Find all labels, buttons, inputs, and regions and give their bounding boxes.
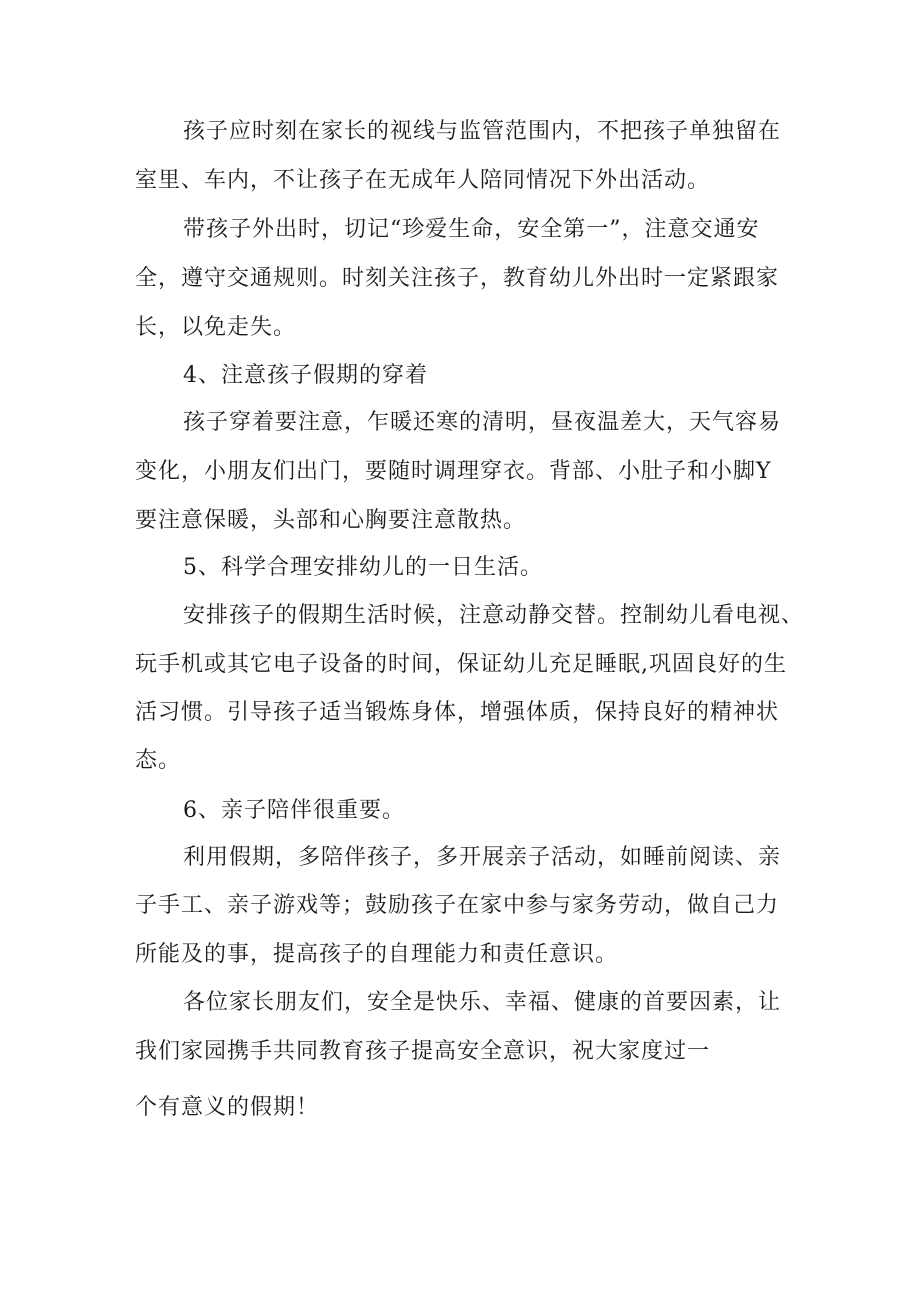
section-heading: 6、亲子陪伴很重要。 — [183, 798, 405, 823]
paragraph-line: 利用假期，多陪伴孩子，多开展亲子活动，如睡前阅读、亲 — [183, 845, 782, 870]
section-heading: 5、科学合理安排幼儿的一日生活。 — [183, 555, 543, 580]
paragraph-line: 孩子穿着要注意，乍暖还寒的清明，昼夜温差大，天气容易 — [183, 410, 782, 435]
paragraph-line: 室里、车内，不让孩子在无成年人陪同情况下外出活动。 — [135, 168, 711, 193]
paragraph-line: 态。 — [135, 748, 182, 773]
paragraph-line: 活习惯。引导孩子适当锻炼身体，增强体质，保持良好的精神状 — [135, 700, 780, 725]
paragraph-line: 个有意义的假期！ — [135, 1095, 320, 1120]
paragraph-line: 孩子应时刻在家长的视线与监管范围内，不把孩子单独留在 — [183, 119, 782, 144]
paragraph-line: 我们家园携手共同教育孩子提高安全意识，祝大家度过一 — [135, 1039, 711, 1064]
paragraph-line: 安排孩子的假期生活时候，注意动静交替。控制幼儿看电视、 — [183, 603, 805, 628]
paragraph-line: 带孩子外出时，切记“珍爱生命，安全第一”，注意交通安 — [183, 217, 760, 242]
paragraph-line: 全，遵守交通规则。时刻关注孩子，教育幼儿外出时一定紧跟家 — [135, 266, 780, 291]
paragraph-line: 各位家长朋友们，安全是快乐、幸福、健康的首要因素，让 — [183, 990, 782, 1015]
paragraph-line: 长，以免走失。 — [135, 315, 297, 340]
paragraph-line: 子手工、亲子游戏等；鼓励孩子在家中参与家务劳动，做自己力 — [135, 893, 780, 918]
paragraph-line: 要注意保暖，头部和心胸要注意散热。 — [135, 508, 527, 533]
paragraph-line: 变化，小朋友们出门，要随时调理穿衣。背部、小肚子和小脚Y — [135, 459, 772, 484]
paragraph-line: 玩手机或其它电子设备的时间，保证幼儿充足睡眠,巩固良好的生 — [135, 652, 787, 677]
paragraph-line: 所能及的事，提高孩子的自理能力和责任意识。 — [135, 942, 619, 967]
section-heading: 4、注意孩子假期的穿着 — [183, 363, 428, 388]
